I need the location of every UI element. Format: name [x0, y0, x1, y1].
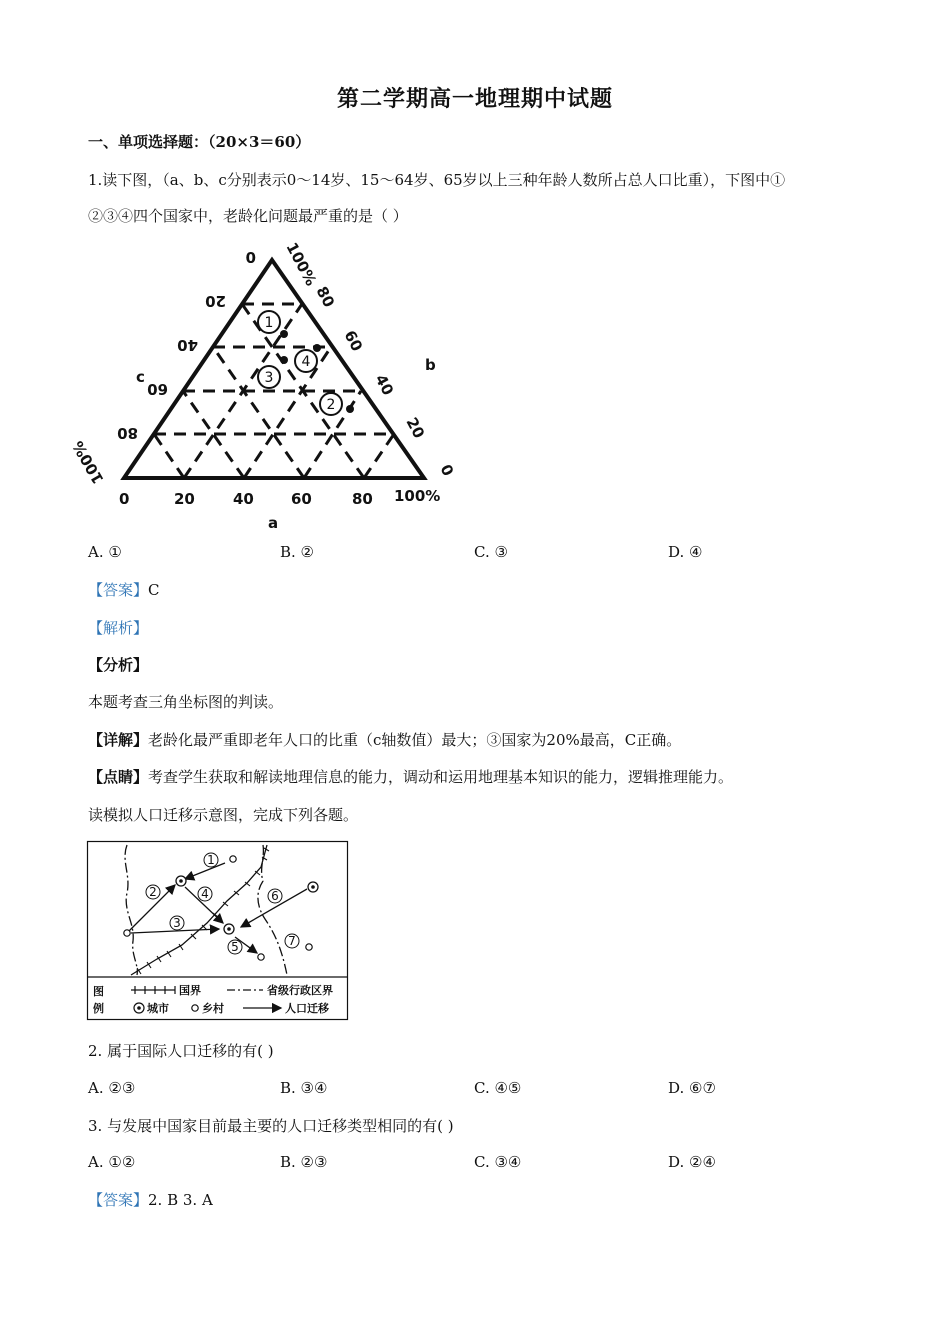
q3-option-d[interactable]: D. ②④: [668, 1153, 716, 1171]
q1-option-c[interactable]: C. ③: [474, 543, 508, 561]
fenxi-text: 本题考查三角坐标图的判读。: [88, 693, 284, 711]
svg-text:6: 6: [271, 889, 279, 903]
question-1-line-2: ②③④四个国家中，老龄化问题最严重的是（ ）: [88, 207, 408, 225]
b-tick-0: 0: [436, 461, 458, 480]
point-1-dot: [280, 330, 288, 338]
city-3: [308, 882, 318, 892]
b-tick-80: 80: [312, 283, 339, 311]
map-label-2: [146, 885, 160, 899]
b-tick-20: 20: [402, 414, 429, 442]
point-3-label: [258, 366, 280, 388]
question-3: 3. 与发展中国家目前最主要的人口迁移类型相同的有( ): [88, 1117, 454, 1135]
legend-title-1: 图: [93, 985, 104, 998]
q3-option-b[interactable]: B. ②③: [280, 1153, 328, 1171]
b-tick-100: 100%: [282, 239, 321, 289]
c-tick-60: 60: [147, 380, 168, 398]
detail-tag: 【详解】: [88, 731, 149, 749]
point-4-label: [295, 350, 317, 372]
page-title: 第二学期高一地理期中试题: [336, 86, 613, 112]
ternary-points: [258, 311, 354, 415]
legend-village-symbol: [192, 1005, 198, 1011]
answer-tag: 【答案】: [88, 581, 149, 599]
c-tick-80: 80: [117, 424, 138, 442]
svg-text:4: 4: [201, 887, 209, 901]
a-tick-40: 40: [233, 490, 254, 508]
map-label-7: [285, 934, 299, 948]
legend-title-2: 例: [93, 1002, 104, 1015]
legend-city-symbol: [134, 1003, 144, 1013]
detail-line: [88, 730, 681, 750]
legend-province-label: 省级行政区界: [267, 984, 333, 997]
answer-23-value: 2. B 3. A: [148, 1191, 213, 1209]
c-tick-40: 40: [177, 336, 198, 354]
c-tick-0: 0: [245, 248, 256, 266]
point-1-label: [258, 311, 280, 333]
map-label-1: [204, 853, 218, 867]
a-tick-100: 100%: [394, 487, 441, 505]
village-1: [230, 856, 236, 862]
dianjing-line: [88, 767, 733, 787]
village-3: [258, 954, 264, 960]
section-heading: 一、单项选择题：（20×3＝60）: [88, 133, 311, 151]
legend-village-label: 乡村: [202, 1002, 224, 1015]
svg-text:1: 1: [264, 315, 274, 331]
c-axis-label: c: [136, 368, 145, 386]
dianjing-tag: 【点睛】: [88, 768, 149, 786]
q3-option-c[interactable]: C. ③④: [474, 1153, 522, 1171]
map-label-3: [170, 916, 184, 930]
q2-option-c[interactable]: C. ④⑤: [474, 1079, 522, 1097]
svg-text:7: 7: [288, 934, 296, 948]
svg-text:3: 3: [264, 370, 274, 386]
c-tick-100: 100%: [68, 437, 108, 487]
village-2: [124, 930, 130, 936]
map-label-6: [268, 889, 282, 903]
ternary-diagram: [68, 228, 458, 534]
c-tick-20: 20: [205, 292, 226, 310]
map-label-4: [198, 887, 212, 901]
legend-migration-label: 人口迁移: [285, 1002, 329, 1015]
dianjing-text: 考查学生获取和解读地理信息的能力，调动和运用地理基本知识的能力，逻辑推理能力。: [148, 768, 734, 786]
legend-city-label: 城市: [147, 1002, 169, 1015]
map-label-5: [228, 940, 242, 954]
svg-text:2: 2: [326, 397, 336, 413]
svg-text:3: 3: [173, 916, 181, 930]
migration-map: [87, 841, 349, 1021]
b-tick-40: 40: [371, 371, 398, 399]
b-tick-60: 60: [340, 327, 367, 355]
svg-text:1: 1: [207, 853, 215, 867]
a-tick-60: 60: [291, 490, 312, 508]
intro-2: 读模拟人口迁移示意图，完成下列各题。: [88, 806, 359, 824]
a-tick-0: 0: [119, 490, 130, 508]
analysis-tag: 【解析】: [88, 619, 149, 637]
detail-text: 老龄化最严重即老年人口的比重（c轴数值）最大；③国家为20%最高，C正确。: [148, 731, 682, 749]
city-1: [176, 876, 186, 886]
q1-answer: [88, 580, 160, 600]
a-axis-label: a: [268, 514, 279, 532]
q2-option-d[interactable]: D. ⑥⑦: [668, 1079, 716, 1097]
q3-option-a[interactable]: A. ①②: [88, 1153, 136, 1171]
question-2: 2. 属于国际人口迁移的有( ): [88, 1042, 274, 1060]
answer-23-tag: 【答案】: [88, 1191, 149, 1209]
a-tick-20: 20: [174, 490, 195, 508]
city-2: [224, 924, 234, 934]
answer-2-3: [88, 1190, 213, 1210]
point-2-dot: [346, 405, 354, 413]
q1-option-d[interactable]: D. ④: [668, 543, 703, 561]
question-1-line-1: 1.读下图，（a、b、c分别表示0～14岁、15～64岁、65岁以上三种年龄人数所占总人口比重），下图中①: [88, 171, 786, 189]
q2-option-b[interactable]: B. ③④: [280, 1079, 328, 1097]
svg-text:4: 4: [301, 354, 311, 370]
village-4: [306, 944, 312, 950]
point-2-label: [320, 393, 342, 415]
q2-option-a[interactable]: A. ②③: [88, 1079, 136, 1097]
a-tick-80: 80: [352, 490, 373, 508]
legend-border-label: 国界: [179, 984, 201, 997]
svg-text:2: 2: [149, 885, 157, 899]
q1-option-a[interactable]: A. ①: [88, 543, 122, 561]
point-3-dot: [280, 356, 288, 364]
svg-text:5: 5: [231, 940, 239, 954]
point-4-dot: [313, 344, 321, 352]
fenxi-tag: 【分析】: [88, 656, 149, 674]
q1-option-b[interactable]: B. ②: [280, 543, 315, 561]
b-axis-label: b: [425, 356, 436, 374]
answer-value: C: [148, 581, 160, 599]
